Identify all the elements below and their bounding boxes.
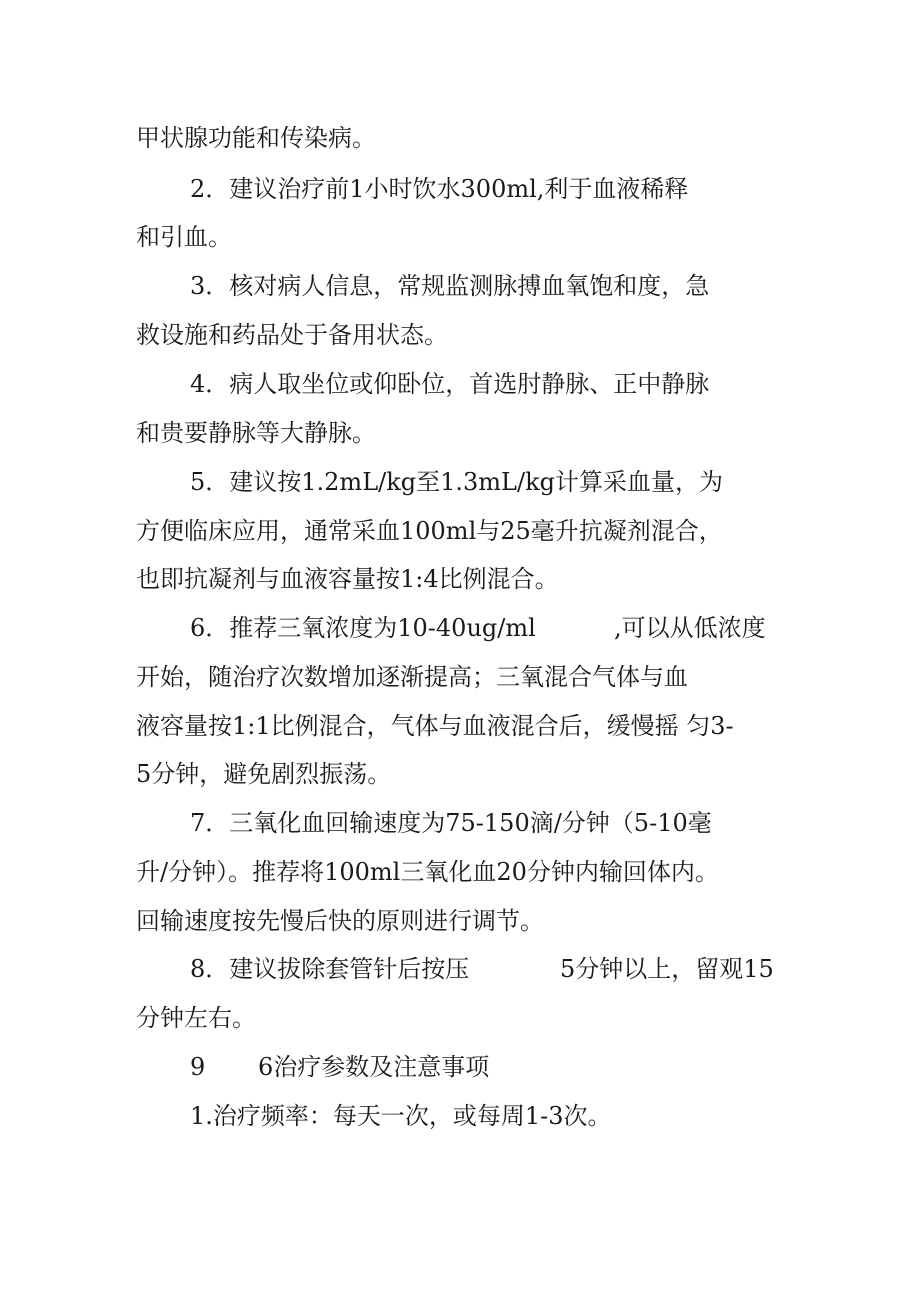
paragraph-5-line-1: 5．建议按1.2mL/kg至1.3mL/kg计算采血量，为 [190, 468, 723, 496]
paragraph-4-line-1: 4．病人取坐位或仰卧位，首选肘静脉、正中静脉 [190, 370, 710, 398]
text-line: 甲状腺功能和传染病。 [136, 124, 376, 152]
paragraph-6-line-1: 6．推荐三氧浓度为10-40ug/ml [190, 614, 536, 642]
paragraph-4-line-2: 和贵要静脉等大静脉。 [136, 419, 376, 447]
paragraph-5-line-3: 也即抗凝剂与血液容量按1:4比例混合。 [136, 565, 559, 593]
paragraph-5-line-2: 方便临床应用，通常采血100ml与25毫升抗凝剂混合， [136, 517, 723, 545]
paragraph-6-line-1-tail: ,可以从低浓度 [614, 614, 766, 642]
paragraph-2-line-2: 和引血。 [136, 223, 232, 251]
paragraph-7-line-2: 升/分钟）。推荐将100ml三氧化血20分钟内输回体内。 [136, 858, 719, 886]
paragraph-2-line-1: 2．建议治疗前1小时饮水300ml,利于血液稀释 [190, 175, 689, 203]
paragraph-8-line-2: 分钟左右。 [136, 1004, 256, 1032]
paragraph-6-line-4: 5分钟，避免剧烈振荡。 [136, 760, 392, 788]
paragraph-3-line-1: 3．核对病人信息，常规监测脉搏血氧饱和度，急 [190, 272, 710, 300]
paragraph-8-line-1: 8．建议拔除套管针后按压 [190, 955, 470, 983]
paragraph-8-line-1-tail: 5分钟以上，留观15 [560, 955, 774, 983]
section-heading: 6治疗参数及注意事项 [258, 1053, 490, 1081]
paragraph-6-line-3: 液容量按1:1比例混合，气体与血液混合后，缓慢摇 匀3- [136, 712, 734, 740]
paragraph-7-line-1: 7．三氧化血回输速度为75-150滴/分钟（5-10毫 [190, 809, 712, 837]
paragraph-6-line-2: 开始，随治疗次数增加逐渐提高；三氧混合气体与血 [136, 663, 688, 691]
list-item-1: 1.治疗频率：每天一次，或每周1-3次。 [190, 1102, 612, 1130]
paragraph-3-line-2: 救设施和药品处于备用状态。 [136, 321, 448, 349]
section-number: 9 [190, 1053, 206, 1081]
paragraph-7-line-3: 回输速度按先慢后快的原则进行调节。 [136, 907, 544, 935]
